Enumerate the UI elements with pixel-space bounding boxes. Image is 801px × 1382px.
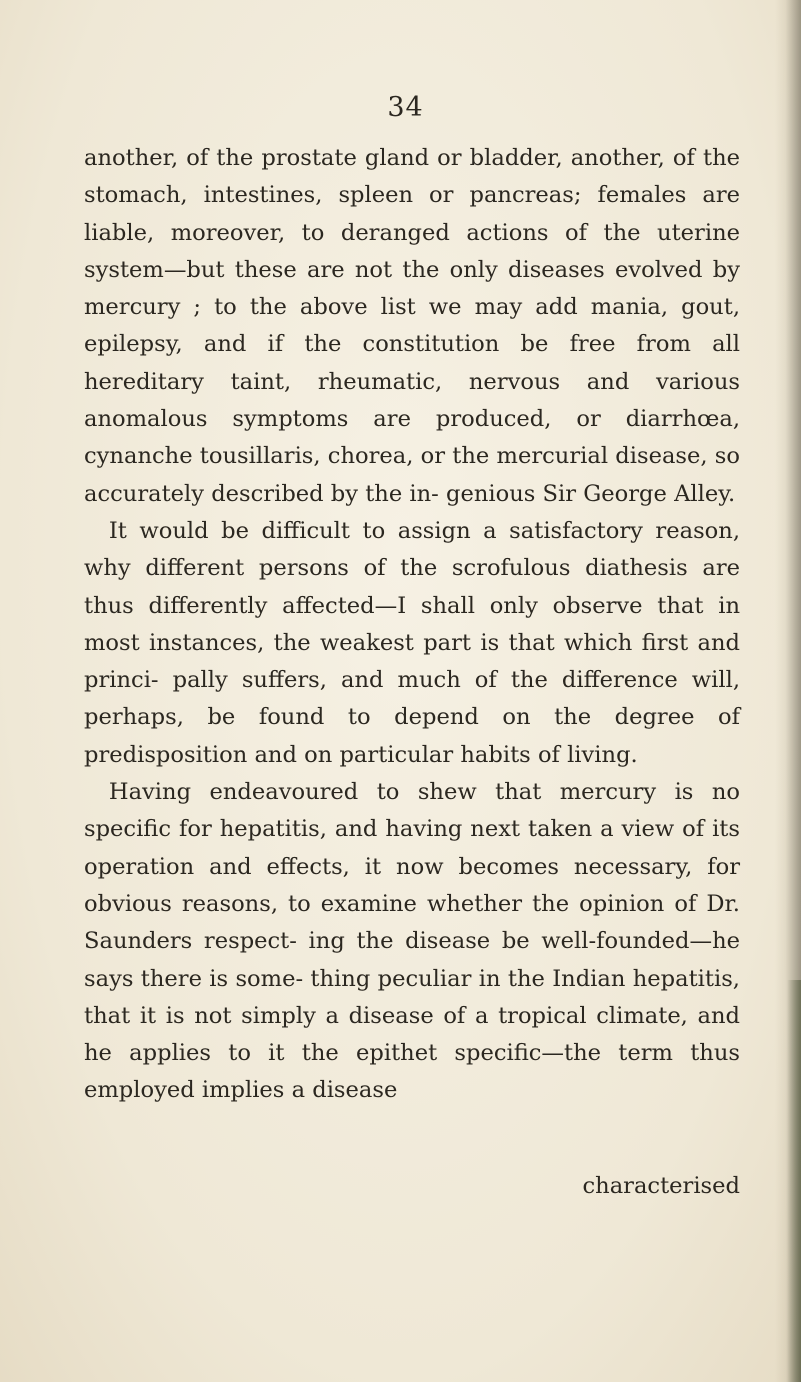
body-text [84,140,740,1110]
paragraph: It would be difficult to assign a satisfactory reason, why different persons of the scrofulous diathesis are thus differently affected—I shall only observe that in most instances, the weakest part is that which first and princi- pally suffers, and much of the difference will, perhaps, be found to depend on the degree of predisposition and on particular habits of living. [84,517,740,768]
paragraph: Having endeavoured to shew that mercury is no specific for hepatitis, and having next taken a view of its operation and effects, it now becomes necessary, for obvious reasons, to examine whether the opinion of Dr. Saunders respect- ing the disease be well-founded—he says there is some- thing peculiar in the Indian hepatitis, that it is not simply a disease of a tropical climate, and he applies to it the epithet specific—the term thus employed implies a disease [84,779,740,1104]
page-number: 34 [387,92,424,123]
page-edge-stain [787,980,801,1382]
paragraph: another, of the prostate gland or bladder, another, of the stomach, intestines, spleen or pancreas; females are liable, moreover, to deranged actions of the uterine system—but these are not the only diseases evolved by mercury ; to the above list we may add mania, gout, epilepsy, and if the constitution be free from all hereditary taint, rheumatic, nervous and various anomalous symptoms are produced, or diarrhœa, cynanche tousillaris, chorea, or the mercurial disease, so accurately described by the in- genious Sir George Alley. [84,145,740,507]
catchword: characterised [582,1173,740,1199]
